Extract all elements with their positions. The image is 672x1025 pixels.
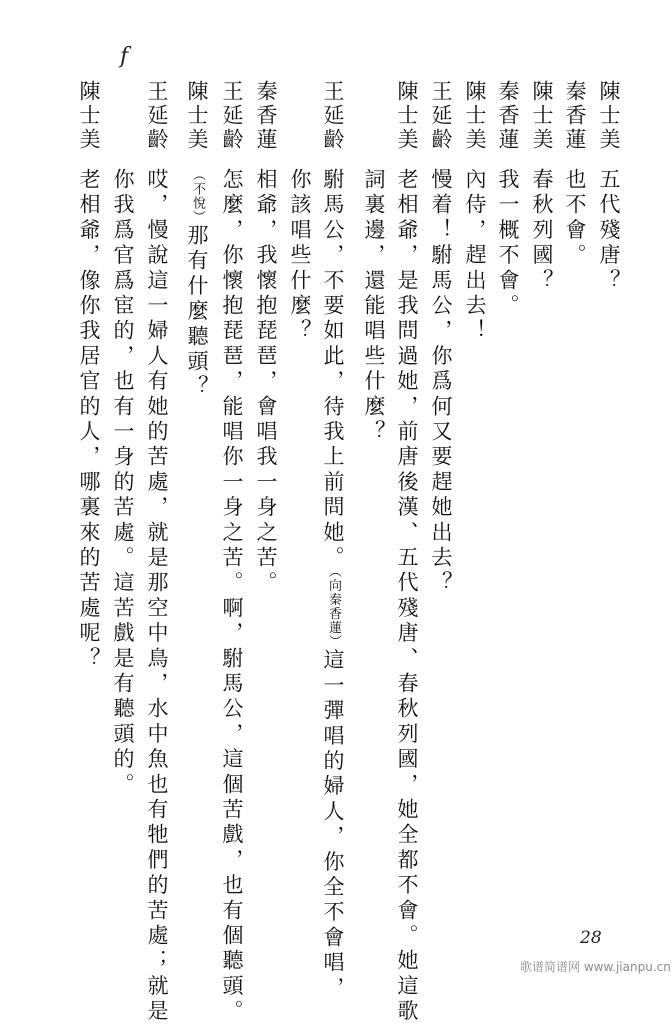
speaker-label: 陳士美 <box>77 80 101 152</box>
dialogue-line <box>186 168 207 400</box>
dialogue-line <box>322 168 343 1002</box>
speaker-label: 王延齡 <box>429 80 453 152</box>
watermark: 歌谱简谱网 www.jianpu.cn <box>520 960 671 974</box>
dialogue-text: 這一彈唱的婦人，你全不會唱， <box>321 648 345 1002</box>
dialogue-line: 老相爺，是我問過她，前唐後漢、五代殘唐、春秋列國，她全都不會。她這歌 <box>395 168 419 1025</box>
margin-mark: f <box>120 44 129 69</box>
dialogue-line: 哎，慢說這一婦人有她的苦處，就是那空中鳥，水中魚也有牠們的苦處；就是 <box>145 168 169 1025</box>
speaker-label: 王延齡 <box>220 80 244 152</box>
dialogue-line: 相爺，我懷抱琵琶，會唱我一身之苦。 <box>254 168 278 597</box>
stage-direction: （向秦香蓮） <box>326 571 341 649</box>
dialogue-continuation: 詞裏邊，還能唱些什麼？ <box>362 168 386 446</box>
dialogue-line: 我一概不會。 <box>496 168 520 320</box>
stage-direction: （不悅） <box>190 168 205 224</box>
speaker-label: 秦香蓮 <box>563 80 587 152</box>
dialogue-line: 五代殘唐？ <box>597 168 621 294</box>
speaker-label: 陳士美 <box>597 80 621 152</box>
speaker-label: 秦香蓮 <box>496 80 520 152</box>
dialogue-line: 春秋列國？ <box>530 168 554 294</box>
dialogue-continuation: 你該唱些什麼？ <box>288 168 312 345</box>
speaker-label: 王延齡 <box>145 80 169 152</box>
speaker-label: 陳士美 <box>530 80 554 152</box>
dialogue-line: 內侍，趕出去！ <box>463 168 487 345</box>
speaker-label: 秦香蓮 <box>254 80 278 152</box>
speaker-label: 陳士美 <box>185 80 209 152</box>
dialogue-line: 慢着！駙馬公，你爲何又要趕她出去？ <box>429 168 453 597</box>
speaker-label: 陳士美 <box>395 80 419 152</box>
speaker-label: 王延齡 <box>321 80 345 152</box>
dialogue-continuation: 你我爲官爲宦的，也有一身的苦處。這苦戲是有聽頭的。 <box>111 168 135 798</box>
dialogue-line: 也不會。 <box>563 168 587 269</box>
dialogue-line: 怎麼，你懷抱琵琶，能唱你一身之苦。啊，駙馬公，這個苦戲，也有個聽頭。 <box>220 168 244 1025</box>
page-number: 28 <box>580 928 602 948</box>
dialogue-line: 老相爺，像你我居官的人，哪裏來的苦處呢？ <box>77 168 101 672</box>
speaker-label: 陳士美 <box>463 80 487 152</box>
dialogue-text: 駙馬公，不要如此，待我上前問她。 <box>321 168 345 572</box>
dialogue-text: 那有什麼聽頭？ <box>185 224 209 401</box>
